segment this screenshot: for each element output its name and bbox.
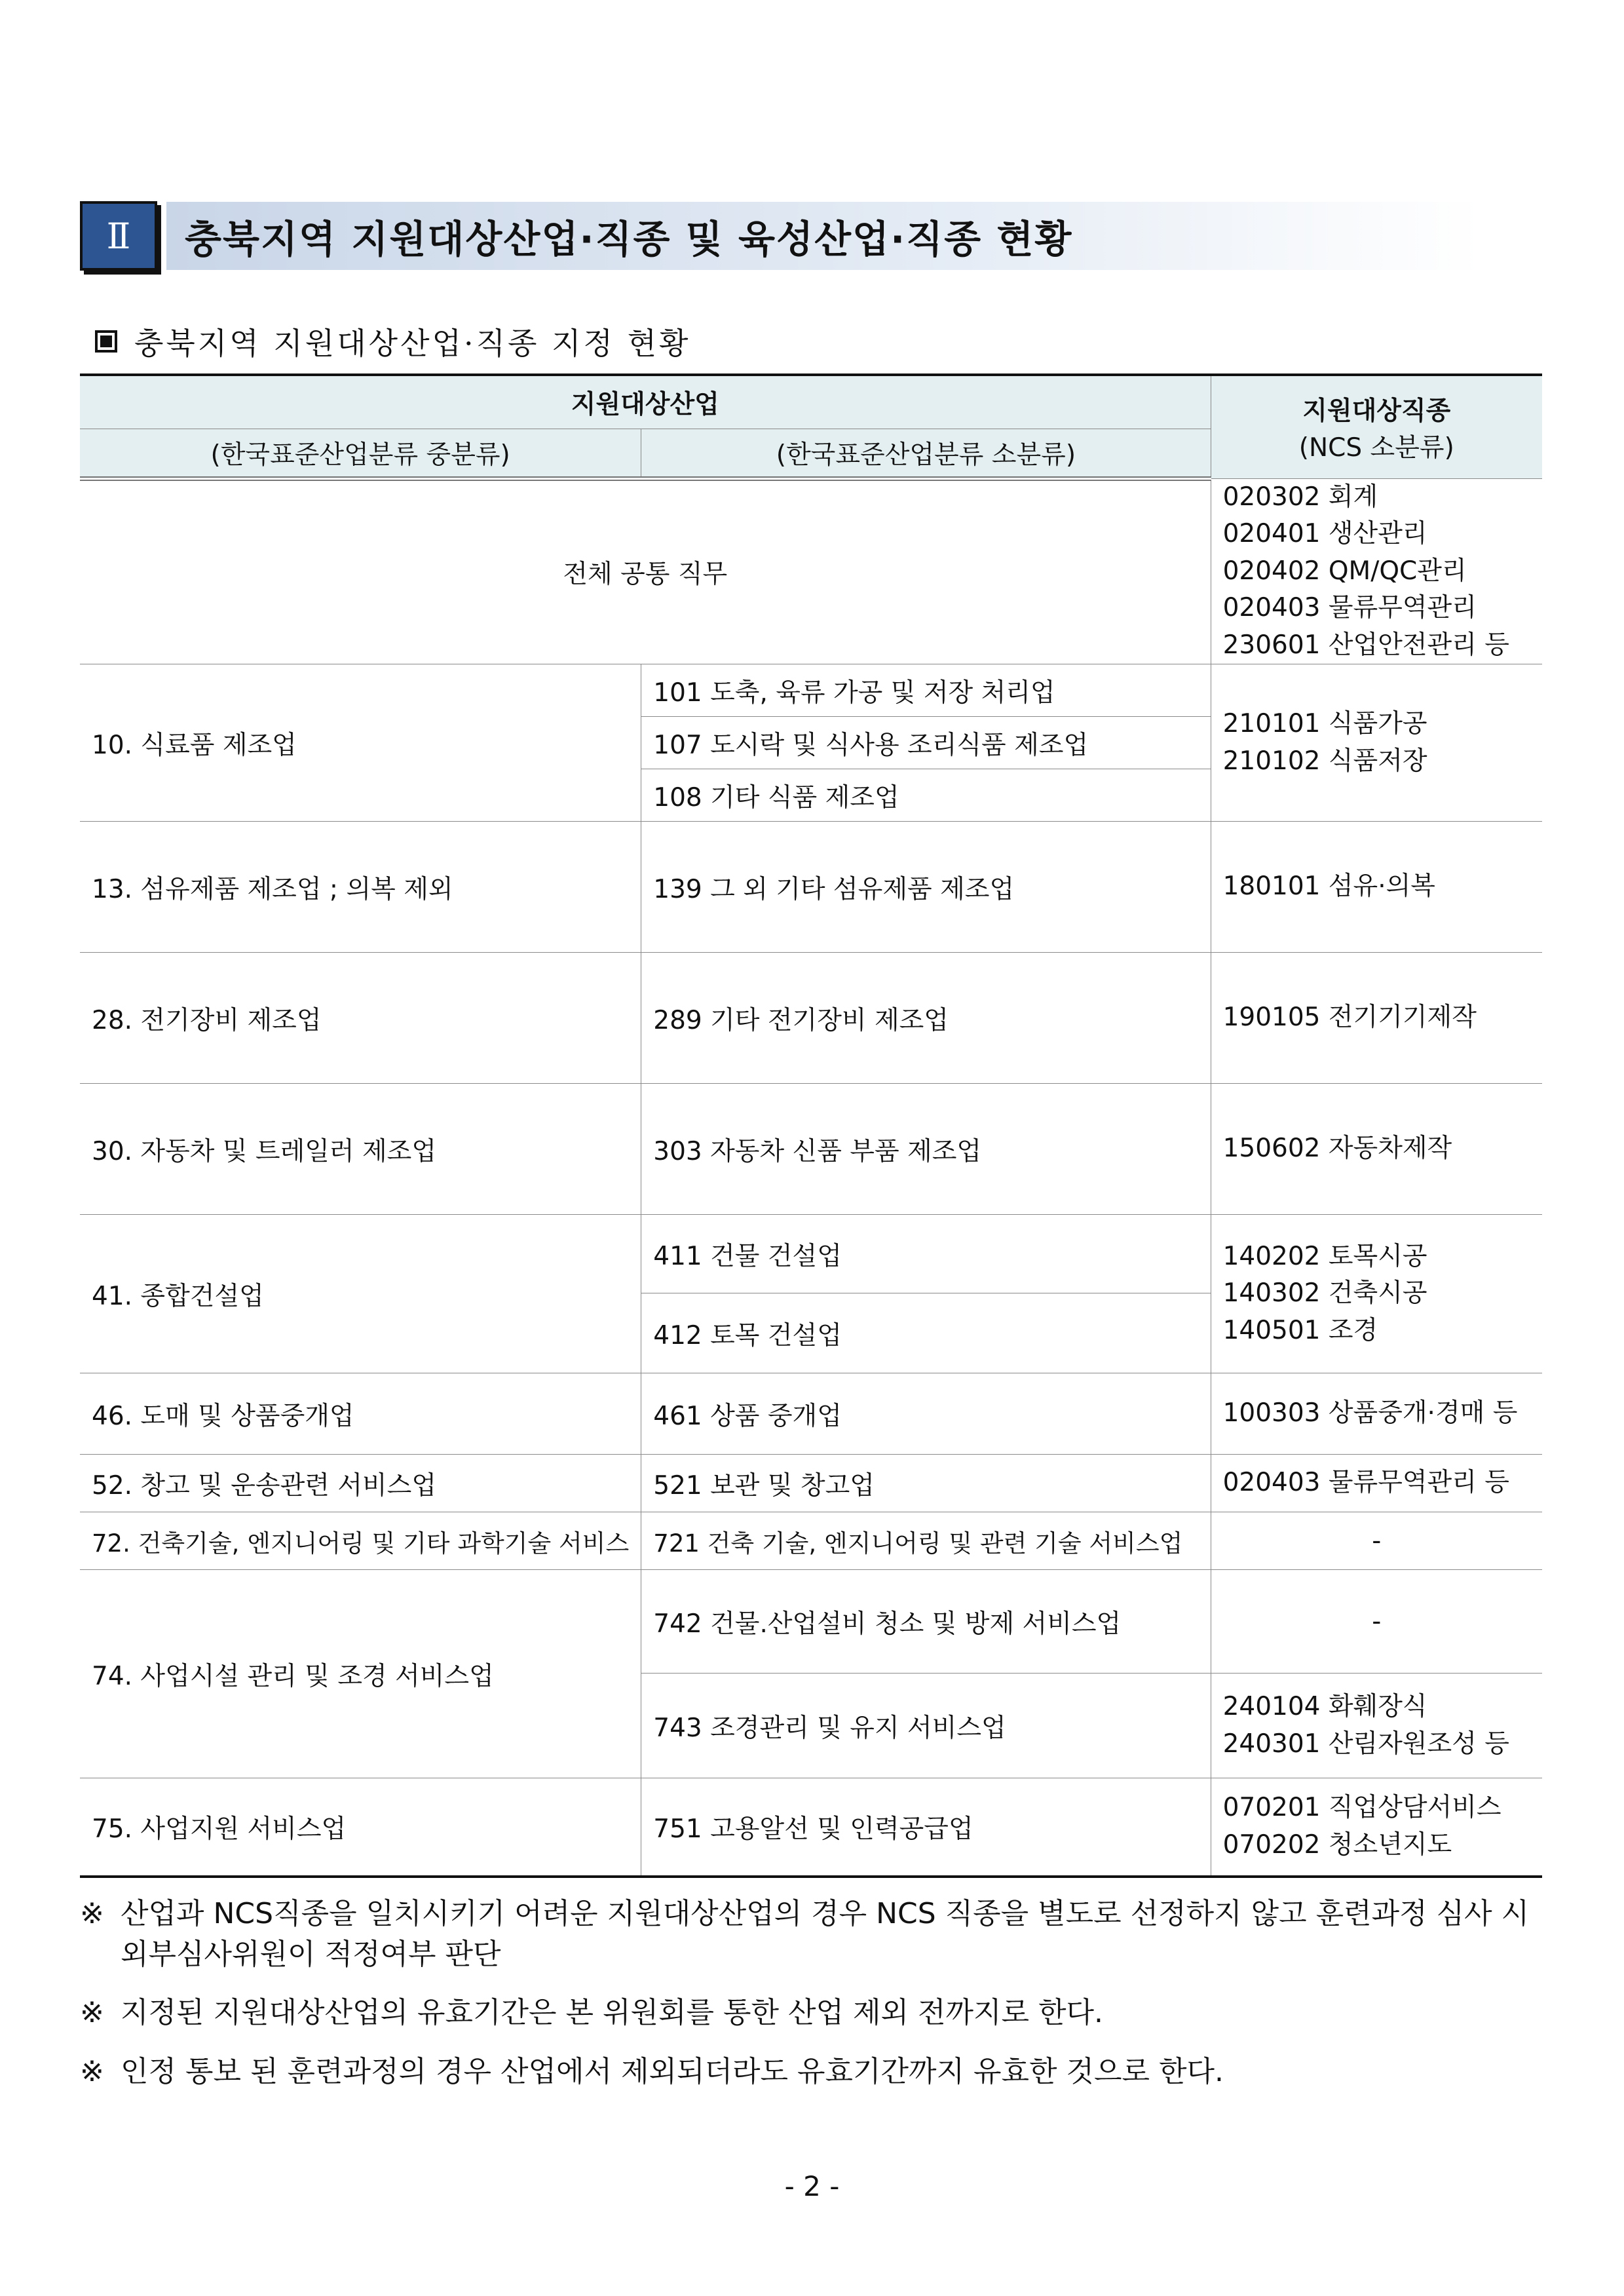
subtitle-text: 충북지역 지원대상산업·직종 지정 현황 — [134, 326, 691, 361]
ncs-cell: 180101 섬유·의복 — [1211, 822, 1542, 953]
header-job-sub: (NCS 소분류) — [1298, 432, 1454, 463]
major-cell: 41. 종합건설업 — [80, 1215, 641, 1373]
notes — [80, 1894, 1542, 2110]
note-mark: ※ — [80, 1996, 104, 2030]
note-item — [80, 1993, 1542, 2033]
table-subtitle — [95, 320, 690, 363]
ncs-item: 210102 식품저장 — [1222, 746, 1427, 776]
page-number: - 2 - — [784, 2170, 840, 2202]
major-cell: 10. 식료품 제조업 — [80, 664, 641, 822]
minor-cell: 721 건축 기술, 엔지니어링 및 관련 기술 서비스업 — [641, 1512, 1211, 1570]
note-item — [80, 1894, 1542, 1974]
minor-cell: 742 건물.산업설비 청소 및 방제 서비스업 — [641, 1570, 1211, 1674]
minor-cell: 107 도시락 및 식사용 조리식품 제조업 — [641, 717, 1211, 769]
ncs-cell — [1211, 1215, 1542, 1373]
ncs-item: 020401 생산관리 — [1222, 519, 1427, 549]
minor-cell: 743 조경관리 및 유지 서비스업 — [641, 1674, 1211, 1778]
common-label: 전체 공통 직무 — [80, 478, 1211, 664]
minor-cell: 412 토목 건설업 — [641, 1293, 1211, 1373]
note-mark: ※ — [80, 1897, 104, 1930]
minor-cell: 303 자동차 신품 부품 제조업 — [641, 1084, 1211, 1215]
ncs-cell: 020403 물류무역관리 등 — [1211, 1455, 1542, 1512]
table-row — [80, 1084, 1542, 1215]
ncs-cell: - — [1211, 1512, 1542, 1570]
table-row — [80, 1215, 1542, 1293]
table-row — [80, 953, 1542, 1084]
note-text: 인정 통보 된 훈련과정의 경우 산업에서 제외되더라도 유효기간까지 유효한 것으로 한다. — [121, 2054, 1224, 2088]
ncs-item: 070201 직업상담서비스 — [1222, 1793, 1501, 1823]
table-row — [80, 1455, 1542, 1512]
table-row — [80, 1373, 1542, 1455]
header-job — [1211, 375, 1542, 478]
table-row — [80, 822, 1542, 953]
major-cell: 75. 사업지원 서비스업 — [80, 1778, 641, 1877]
ncs-item: 230601 산업안전관리 등 — [1222, 630, 1509, 660]
major-cell: 30. 자동차 및 트레일러 제조업 — [80, 1084, 641, 1215]
minor-cell: 289 기타 전기장비 제조업 — [641, 953, 1211, 1084]
header-industry-minor: (한국표준산업분류 소분류) — [641, 429, 1211, 478]
section-title-band — [166, 202, 1482, 270]
table-row — [80, 664, 1542, 717]
major-cell: 46. 도매 및 상품중개업 — [80, 1373, 641, 1455]
ncs-item: 020302 회계 — [1222, 482, 1378, 512]
section-number: Ⅱ — [80, 201, 157, 271]
ncs-item: 240301 산림자원조성 등 — [1222, 1729, 1509, 1759]
table-row — [80, 478, 1542, 664]
square-bullet-icon — [95, 330, 117, 353]
ncs-cell: 100303 상품중개·경매 등 — [1211, 1373, 1542, 1455]
table-row — [80, 1778, 1542, 1877]
minor-cell: 521 보관 및 창고업 — [641, 1455, 1211, 1512]
common-ncs — [1211, 478, 1542, 664]
major-cell: 28. 전기장비 제조업 — [80, 953, 641, 1084]
ncs-cell: - — [1211, 1570, 1542, 1674]
note-mark: ※ — [80, 2054, 104, 2088]
ncs-item: 020403 물류무역관리 — [1222, 593, 1477, 623]
major-cell: 72. 건축기술, 엔지니어링 및 기타 과학기술 서비스 — [80, 1512, 641, 1570]
section-header — [80, 200, 1482, 272]
table-row — [80, 1512, 1542, 1570]
ncs-item: 070202 청소년지도 — [1222, 1829, 1452, 1860]
ncs-item: 210101 식품가공 — [1222, 709, 1427, 739]
ncs-item: 240104 화훼장식 — [1222, 1692, 1427, 1722]
ncs-item: 140302 건축시공 — [1222, 1278, 1427, 1309]
minor-cell: 751 고용알선 및 인력공급업 — [641, 1778, 1211, 1877]
minor-cell: 411 건물 건설업 — [641, 1215, 1211, 1293]
minor-cell: 139 그 외 기타 섬유제품 제조업 — [641, 822, 1211, 953]
major-cell: 13. 섬유제품 제조업 ; 의복 제외 — [80, 822, 641, 953]
table-row — [80, 1570, 1542, 1674]
ncs-cell — [1211, 1778, 1542, 1877]
ncs-cell — [1211, 664, 1542, 822]
ncs-cell — [1211, 1674, 1542, 1778]
ncs-item: 140202 토목시공 — [1222, 1241, 1427, 1271]
ncs-cell: 150602 자동차제작 — [1211, 1084, 1542, 1215]
ncs-item: 140501 조경 — [1222, 1316, 1378, 1345]
section-title: 충북지역 지원대상산업·직종 및 육성산업·직종 현황 — [185, 217, 1073, 261]
major-cell: 74. 사업시설 관리 및 조경 서비스업 — [80, 1570, 641, 1778]
note-item — [80, 2052, 1542, 2092]
minor-cell: 108 기타 식품 제조업 — [641, 769, 1211, 822]
major-cell: 52. 창고 및 운송관련 서비스업 — [80, 1455, 641, 1512]
header-job-title: 지원대상직종 — [1302, 396, 1451, 426]
header-industry-major: (한국표준산업분류 중분류) — [80, 429, 641, 478]
note-text: 지정된 지원대상산업의 유효기간은 본 위원회를 통한 산업 제외 전까지로 한다. — [121, 1996, 1103, 2030]
note-text: 산업과 NCS직종을 일치시키기 어려운 지원대상산업의 경우 NCS 직종을 별도로 선정하지 않고 훈련과정 심사 시 외부심사위원이 적정여부 판단 — [121, 1897, 1530, 1971]
minor-cell: 101 도축, 육류 가공 및 저장 처리업 — [641, 664, 1211, 717]
ncs-item: 020402 QM/QC관리 — [1222, 556, 1467, 586]
ncs-cell: 190105 전기기기제작 — [1211, 953, 1542, 1084]
minor-cell: 461 상품 중개업 — [641, 1373, 1211, 1455]
header-industry: 지원대상산업 — [80, 375, 1211, 429]
support-industry-table — [80, 373, 1542, 1878]
